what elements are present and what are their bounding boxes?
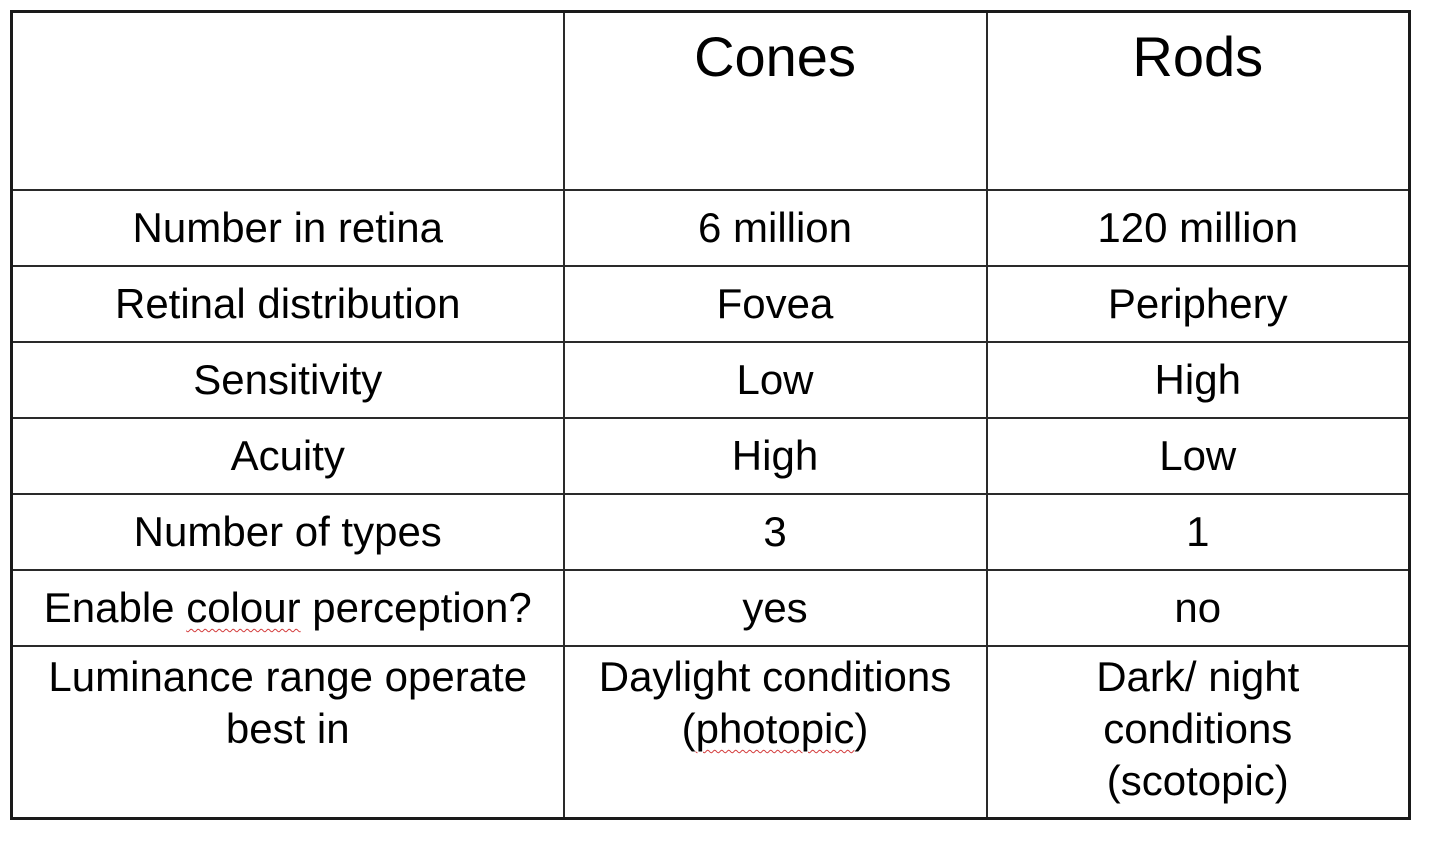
cones-value: Fovea bbox=[564, 266, 987, 342]
row-label: Retinal distribution bbox=[12, 266, 564, 342]
table-row bbox=[12, 266, 1410, 342]
table-row bbox=[12, 494, 1410, 570]
cones-value: High bbox=[564, 418, 987, 494]
table-row bbox=[12, 646, 1410, 819]
row-label: Sensitivity bbox=[12, 342, 564, 418]
paren-close: ) bbox=[854, 705, 869, 752]
header-row bbox=[12, 12, 1410, 191]
cones-value bbox=[564, 646, 987, 819]
daylight-line-2 bbox=[571, 703, 980, 755]
row-label: Number in retina bbox=[12, 190, 564, 266]
cones-value: Low bbox=[564, 342, 987, 418]
table-row bbox=[12, 190, 1410, 266]
comparison-table bbox=[10, 10, 1411, 820]
dark-line-3: (scotopic) bbox=[1106, 757, 1289, 804]
rods-value: 1 bbox=[987, 494, 1410, 570]
cones-value: 6 million bbox=[564, 190, 987, 266]
table-row bbox=[12, 418, 1410, 494]
row-label bbox=[12, 570, 564, 646]
rods-value: no bbox=[987, 570, 1410, 646]
rods-value: Low bbox=[987, 418, 1410, 494]
colour-suffix: perception? bbox=[300, 584, 532, 631]
header-empty-cell bbox=[12, 12, 564, 191]
cones-value: 3 bbox=[564, 494, 987, 570]
rods-value: 120 million bbox=[987, 190, 1410, 266]
row-label bbox=[12, 646, 564, 819]
daylight-line-1: Daylight conditions bbox=[598, 653, 952, 700]
colour-prefix: Enable bbox=[43, 584, 187, 631]
rods-value bbox=[987, 646, 1410, 819]
paren-open: ( bbox=[681, 705, 696, 752]
header-cones: Cones bbox=[564, 12, 987, 191]
luminance-line-2: best in bbox=[225, 705, 350, 752]
dark-line-1: Dark/ night bbox=[1096, 653, 1300, 700]
header-rods: Rods bbox=[987, 12, 1410, 191]
row-label: Number of types bbox=[12, 494, 564, 570]
luminance-line-1: Luminance range operate bbox=[48, 653, 528, 700]
row-label: Acuity bbox=[12, 418, 564, 494]
rods-value: High bbox=[987, 342, 1410, 418]
dark-line-2: conditions bbox=[1103, 705, 1293, 752]
spellcheck-word-colour: colour bbox=[186, 584, 301, 631]
spellcheck-word-photopic: photopic bbox=[695, 705, 855, 752]
table-row bbox=[12, 342, 1410, 418]
cones-value: yes bbox=[564, 570, 987, 646]
table-row bbox=[12, 570, 1410, 646]
rods-value: Periphery bbox=[987, 266, 1410, 342]
